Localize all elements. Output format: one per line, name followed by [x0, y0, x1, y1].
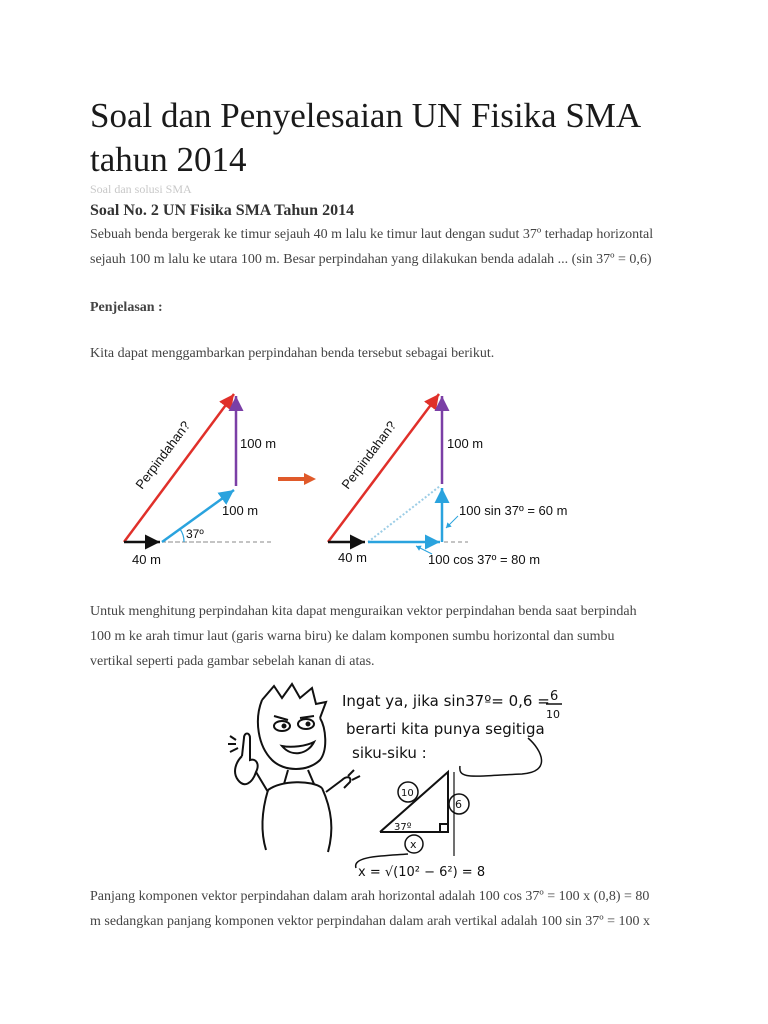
- para3-line-1: Panjang komponen vektor perpindahan dalam arah horizontal adalah 100 cos 37º = 100 x (0,8) = 80: [90, 889, 650, 904]
- vector-diagram: [110, 378, 590, 578]
- label-100m-north: 100 m: [240, 436, 277, 451]
- explanation-label: Penjelasan :: [90, 300, 163, 315]
- label-displacement: Perpindahan?: [132, 418, 194, 492]
- handwritten-note: [342, 689, 562, 776]
- note-frac-den: 10: [546, 708, 560, 721]
- page-title: Soal dan Penyelesaian UN Fisika SMA tahun 2014: [90, 96, 640, 179]
- right-diagram: [328, 394, 567, 567]
- label-displacement-right: Perpindahan?: [338, 418, 400, 492]
- label-40m-right: 40 m: [338, 550, 367, 565]
- adj-label: x: [410, 838, 417, 851]
- label-40m: 40 m: [132, 552, 161, 567]
- pointer-sin: [446, 516, 458, 528]
- displacement-vector-red: [124, 394, 234, 542]
- question-heading: Soal No. 2 UN Fisika SMA Tahun 2014: [90, 202, 355, 219]
- para2-line-1: Untuk menghitung perpindahan kita dapat menguraikan vektor perpindahan benda saat berpindah: [90, 604, 637, 619]
- opp-label: 6: [455, 798, 462, 811]
- label-100m-ne: 100 m: [222, 503, 259, 518]
- label-cos-component: 100 cos 37º = 80 m: [428, 552, 541, 567]
- label-100m-north-right: 100 m: [447, 436, 484, 451]
- para3-line-2: m sedangkan panjang komponen vektor perpindahan dalam arah vertikal adalah 100 sin 37º = 100 x: [90, 914, 651, 929]
- hyp-label: 10: [401, 788, 414, 799]
- note-curve-arrow: [460, 738, 542, 776]
- category-link[interactable]: Soal dan solusi SMA: [90, 182, 192, 196]
- question-line-2: sejauh 100 m lalu ke utara 100 m. Besar perpindahan yang dilakukan benda adalah ... (sin 37º = 0,6): [90, 252, 652, 267]
- transition-arrow-head: [304, 473, 316, 485]
- right-triangle: [380, 772, 454, 856]
- angle-label: 37º: [394, 822, 412, 833]
- cartoon-character: [228, 684, 360, 852]
- para2-line-3: vertikal seperti pada gambar sebelah kanan di atas.: [90, 654, 375, 669]
- formula: x = √(10² − 6²) = 8: [358, 865, 486, 880]
- question-line-1: Sebuah benda bergerak ke timur sejauh 40 m lalu ke timur laut dengan sudut 37º terhadap horizontal: [90, 227, 654, 242]
- note-line-3: siku-siku :: [352, 744, 427, 762]
- label-angle: 37º: [186, 527, 204, 541]
- note-line-1: Ingat ya, jika sin37º= 0,6 =: [342, 692, 550, 710]
- intro-text: Kita dapat menggambarkan perpindahan benda tersebut sebagai berikut.: [90, 346, 495, 361]
- angle-arc: [180, 529, 184, 542]
- note-line-2: berarti kita punya segitiga: [346, 720, 545, 738]
- northeast-vector-dotted: [368, 486, 440, 542]
- label-sin-component: 100 sin 37º = 60 m: [459, 503, 568, 518]
- left-diagram: [124, 394, 276, 567]
- displacement-vector-red-right: [328, 394, 439, 542]
- para2-line-2: 100 m ke arah timur laut (garis warna biru) ke dalam komponen sumbu horizontal dan sumbu: [90, 629, 615, 644]
- cartoon-illustration: [222, 680, 582, 880]
- note-frac-num: 6: [550, 689, 559, 704]
